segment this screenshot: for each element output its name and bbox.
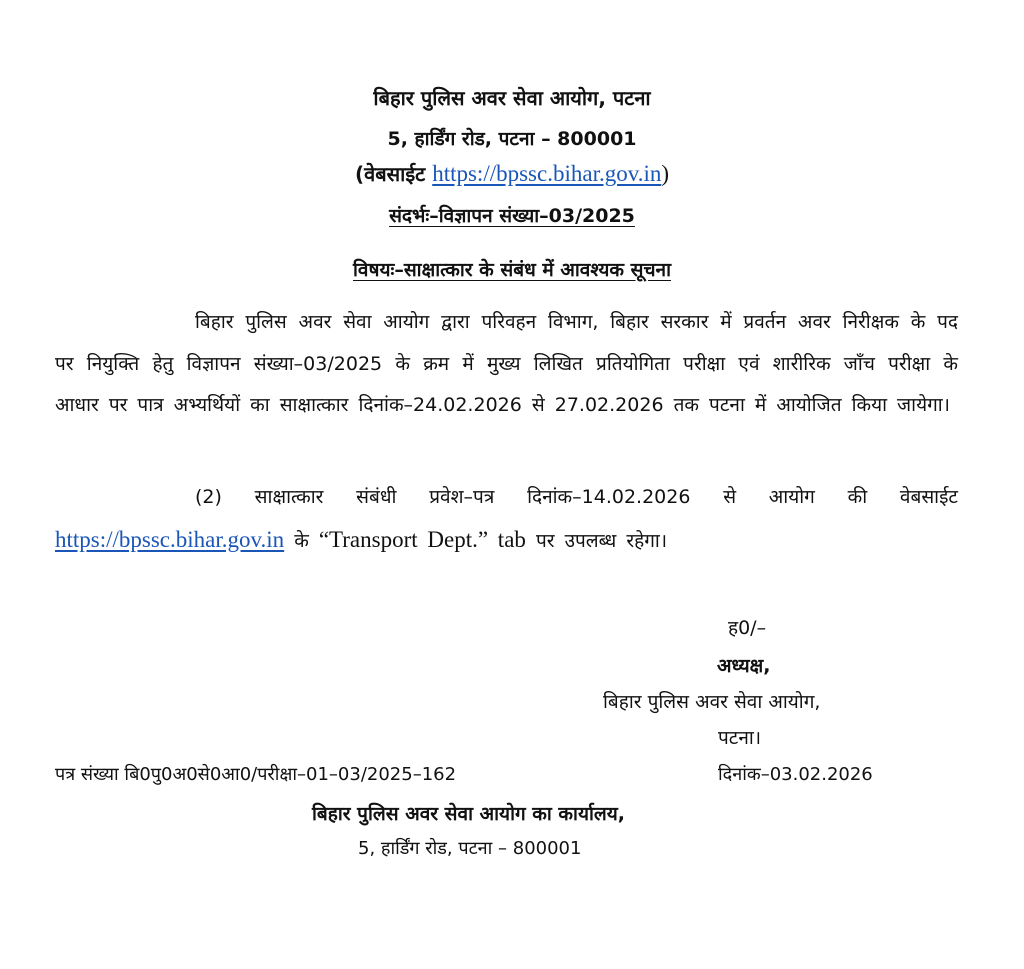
signed-mark: ह0/– [728,617,767,639]
reference-line: संदर्भः–विज्ञापन संख्या–03/2025 [389,205,635,227]
transport-tab-label: “Transport Dept.” tab [318,526,526,552]
body-paragraph-1 [55,302,958,427]
org-address: 5, हार्डिंग रोड, पटना – 800001 [387,128,637,150]
body-paragraph-2-mid: के [284,529,319,552]
body-paragraph-1-text: बिहार पुलिस अवर सेवा आयोग द्वारा परिवहन विभाग, बिहार सरकार में प्रवर्तन अवर निरीक्षक के पद पर नियुक्ति हेतु विज्ञापन संख्या–03/2025 के क्रम में मुख्य लिखित प्रतियोगिता परीक्षा एवं शारीरिक जाँच परीक्षा के आधार पर पात्र अभ्यर्थियों का साक्षात्कार दिनांक–24.02.2026 से 27.02.2026 तक पटना में आयोजित किया जायेगा। [55,311,958,416]
body-paragraph-2-end: पर उपलब्ध रहेगा। [525,529,668,552]
letter-number: पत्र संख्या बि0पु0अ0से0आ0/परीक्षा–01–03/2025–162 [55,764,457,785]
org-name: बिहार पुलिस अवर सेवा आयोग, पटना [373,86,651,110]
website-prefix: (वेबसाईट [354,162,433,186]
body-paragraph-2 [55,477,958,562]
letter-date: दिनांक–03.02.2026 [718,764,873,785]
subject-line: विषयः–साक्षात्कार के संबंध में आवश्यक सूचना [353,259,671,281]
body-website-link[interactable]: https://bpssc.bihar.gov.in [55,526,285,552]
website-suffix: ) [661,161,670,186]
signatory-organization: बिहार पुलिस अवर सेवा आयोग, [603,691,821,713]
body-paragraph-2-text: (2) साक्षात्कार संबंधी प्रवेश–पत्र दिनांक–14.02.2026 से आयोग की वेबसाईट [195,486,958,508]
signatory-designation: अध्यक्ष, [717,655,771,677]
signatory-city: पटना। [718,727,762,749]
office-address: 5, हार्डिंग रोड, पटना – 800001 [358,838,582,859]
website-link[interactable]: https://bpssc.bihar.gov.in [432,161,662,186]
office-name: बिहार पुलिस अवर सेवा आयोग का कार्यालय, [312,803,626,825]
website-line [0,160,1024,187]
